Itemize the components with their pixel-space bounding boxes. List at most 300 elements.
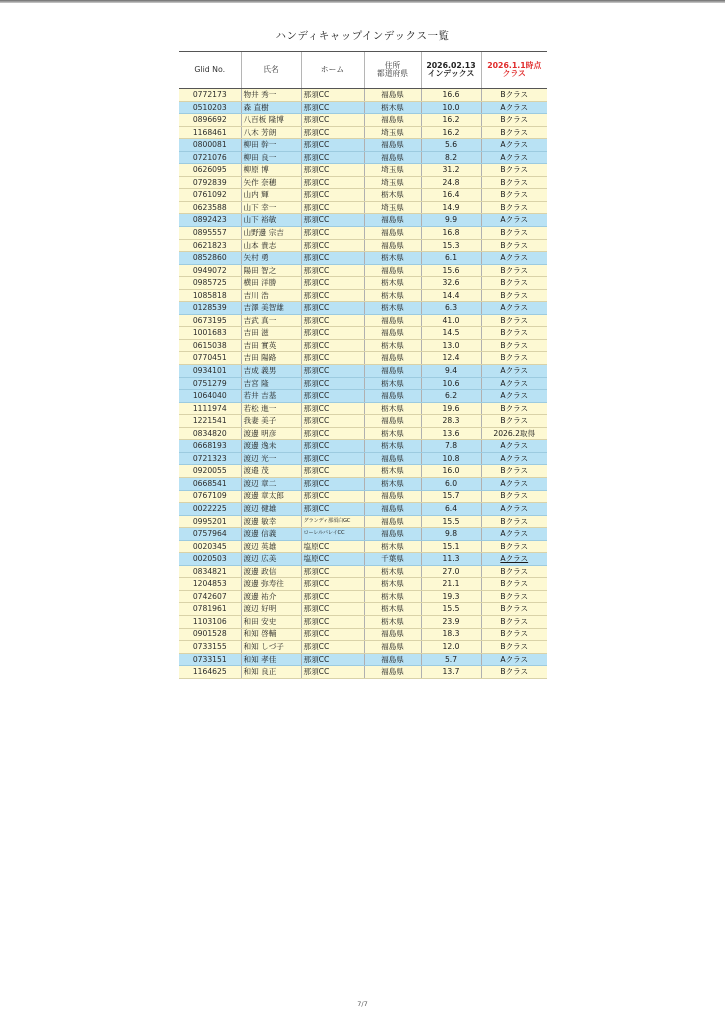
cell-class: Aクラス <box>481 503 547 516</box>
cell-gild-no: 0751279 <box>179 377 241 390</box>
cell-home: 那須CC <box>301 440 364 453</box>
cell-home: 那須CC <box>301 302 364 315</box>
header-index: 2026.02.13 インデックス <box>421 52 481 89</box>
cell-class: Bクラス <box>481 590 547 603</box>
cell-name: 渡邊 明彦 <box>241 427 301 440</box>
cell-home: 那須CC <box>301 189 364 202</box>
table-row <box>179 189 547 202</box>
cell-class: Aクラス <box>481 477 547 490</box>
cell-prefecture: 福島県 <box>364 264 421 277</box>
cell-home: 那須CC <box>301 201 364 214</box>
cell-home: 那須CC <box>301 139 364 152</box>
cell-home: 那須CC <box>301 365 364 378</box>
cell-name: 柳原 博 <box>241 164 301 177</box>
cell-class: Bクラス <box>481 615 547 628</box>
cell-home: 那須CC <box>301 239 364 252</box>
cell-index: 16.0 <box>421 465 481 478</box>
cell-index: 10.0 <box>421 101 481 114</box>
cell-index: 14.4 <box>421 289 481 302</box>
table-row <box>179 477 547 490</box>
cell-gild-no: 0673195 <box>179 314 241 327</box>
cell-name: 山野邊 宗吉 <box>241 227 301 240</box>
table-row <box>179 666 547 679</box>
cell-gild-no: 0510203 <box>179 101 241 114</box>
table-row <box>179 578 547 591</box>
cell-prefecture: 福島県 <box>364 390 421 403</box>
scan-edge-shadow <box>0 0 725 3</box>
cell-prefecture: 栃木県 <box>364 590 421 603</box>
cell-class: Bクラス <box>481 164 547 177</box>
cell-home: 那須CC <box>301 427 364 440</box>
cell-home: 那須CC <box>301 89 364 102</box>
cell-home: 那須CC <box>301 252 364 265</box>
cell-gild-no: 0623588 <box>179 201 241 214</box>
cell-gild-no: 0781961 <box>179 603 241 616</box>
cell-home: 那須CC <box>301 227 364 240</box>
cell-index: 9.9 <box>421 214 481 227</box>
cell-prefecture: 福島県 <box>364 214 421 227</box>
cell-class: Bクラス <box>481 114 547 127</box>
cell-gild-no: 1111974 <box>179 402 241 415</box>
cell-prefecture: 埼玉県 <box>364 201 421 214</box>
cell-gild-no: 0761092 <box>179 189 241 202</box>
cell-prefecture: 福島県 <box>364 365 421 378</box>
cell-name: 渡邊 弥寿往 <box>241 578 301 591</box>
cell-index: 5.7 <box>421 653 481 666</box>
cell-name: 渡辺 章二 <box>241 477 301 490</box>
table-row <box>179 452 547 465</box>
cell-index: 24.8 <box>421 176 481 189</box>
cell-class: Aクラス <box>481 365 547 378</box>
cell-name: 和知 良正 <box>241 666 301 679</box>
cell-home: 那須CC <box>301 590 364 603</box>
table-row <box>179 214 547 227</box>
cell-name: 山本 貴志 <box>241 239 301 252</box>
cell-home: 那須CC <box>301 503 364 516</box>
cell-name: 森 直樹 <box>241 101 301 114</box>
cell-prefecture: 福島県 <box>364 89 421 102</box>
table-row <box>179 126 547 139</box>
cell-home: 那須CC <box>301 327 364 340</box>
cell-gild-no: 1064040 <box>179 390 241 403</box>
cell-index: 18.3 <box>421 628 481 641</box>
cell-index: 13.7 <box>421 666 481 679</box>
page-number: 7/7 <box>357 1000 368 1008</box>
cell-prefecture: 福島県 <box>364 352 421 365</box>
cell-name: 吉澤 美智雄 <box>241 302 301 315</box>
cell-name: 渡邊 逸未 <box>241 440 301 453</box>
table-header-row <box>179 52 547 89</box>
cell-class: Bクラス <box>481 352 547 365</box>
cell-class: Bクラス <box>481 515 547 528</box>
table-row <box>179 641 547 654</box>
cell-class: Bクラス <box>481 201 547 214</box>
cell-class: Bクラス <box>481 339 547 352</box>
cell-prefecture: 福島県 <box>364 452 421 465</box>
cell-name: 山下 裕敏 <box>241 214 301 227</box>
cell-index: 7.8 <box>421 440 481 453</box>
cell-index: 5.6 <box>421 139 481 152</box>
cell-prefecture: 福島県 <box>364 515 421 528</box>
cell-class-underlined: Aクラス <box>500 554 529 564</box>
cell-prefecture: 福島県 <box>364 490 421 503</box>
cell-index: 8.2 <box>421 151 481 164</box>
cell-class: Aクラス <box>481 214 547 227</box>
cell-name: 和知 孝佳 <box>241 653 301 666</box>
cell-prefecture: 栃木県 <box>364 578 421 591</box>
table-row <box>179 302 547 315</box>
cell-gild-no: 0615038 <box>179 339 241 352</box>
cell-prefecture: 栃木県 <box>364 440 421 453</box>
cell-prefecture: 栃木県 <box>364 465 421 478</box>
cell-prefecture: 栃木県 <box>364 289 421 302</box>
cell-index: 6.4 <box>421 503 481 516</box>
table-row <box>179 427 547 440</box>
table-body <box>179 89 547 679</box>
cell-class: Bクラス <box>481 628 547 641</box>
table-row <box>179 402 547 415</box>
cell-index: 23.9 <box>421 615 481 628</box>
cell-prefecture: 栃木県 <box>364 189 421 202</box>
header-class: 2026.1.1時点 クラス <box>481 52 547 89</box>
table-row <box>179 339 547 352</box>
cell-home: ローレルバレイCC <box>301 528 364 541</box>
cell-gild-no: 0668541 <box>179 477 241 490</box>
cell-class: Bクラス <box>481 277 547 290</box>
table-row <box>179 114 547 127</box>
cell-name: 和知 啓輔 <box>241 628 301 641</box>
cell-name: 吉成 義男 <box>241 365 301 378</box>
cell-name: 山下 幸一 <box>241 201 301 214</box>
cell-class: Bクラス <box>481 89 547 102</box>
cell-home: 那須CC <box>301 214 364 227</box>
cell-gild-no: 0128539 <box>179 302 241 315</box>
cell-prefecture: 栃木県 <box>364 427 421 440</box>
cell-index: 19.3 <box>421 590 481 603</box>
table-row <box>179 164 547 177</box>
handicap-index-table <box>179 51 547 679</box>
table-row <box>179 565 547 578</box>
cell-prefecture: 埼玉県 <box>364 176 421 189</box>
header-name: 氏名 <box>241 52 301 89</box>
cell-home: 那須CC <box>301 101 364 114</box>
table-row <box>179 628 547 641</box>
cell-prefecture: 福島県 <box>364 641 421 654</box>
cell-prefecture: 福島県 <box>364 139 421 152</box>
cell-gild-no: 0668193 <box>179 440 241 453</box>
table-row <box>179 615 547 628</box>
table-row <box>179 603 547 616</box>
cell-gild-no: 0733151 <box>179 653 241 666</box>
table-row <box>179 365 547 378</box>
cell-home: 那須CC <box>301 277 364 290</box>
table-row <box>179 465 547 478</box>
cell-gild-no: 0800081 <box>179 139 241 152</box>
cell-index: 10.6 <box>421 377 481 390</box>
cell-gild-no: 0626095 <box>179 164 241 177</box>
cell-class <box>481 553 547 566</box>
cell-gild-no: 0020345 <box>179 540 241 553</box>
cell-class: Bクラス <box>481 314 547 327</box>
cell-home: 那須CC <box>301 126 364 139</box>
cell-gild-no: 0742607 <box>179 590 241 603</box>
cell-home: 那須CC <box>301 666 364 679</box>
table-row <box>179 101 547 114</box>
cell-prefecture: 福島県 <box>364 666 421 679</box>
table-row <box>179 176 547 189</box>
cell-gild-no: 1221541 <box>179 415 241 428</box>
table-row <box>179 352 547 365</box>
cell-name: 渡邊 信義 <box>241 528 301 541</box>
table-row <box>179 289 547 302</box>
cell-class: Bクラス <box>481 490 547 503</box>
cell-index: 15.5 <box>421 515 481 528</box>
cell-gild-no: 0733155 <box>179 641 241 654</box>
cell-prefecture: 福島県 <box>364 415 421 428</box>
header-home: ホーム <box>301 52 364 89</box>
cell-name: 柳田 良一 <box>241 151 301 164</box>
cell-name: 吉宮 隆 <box>241 377 301 390</box>
cell-prefecture: 埼玉県 <box>364 164 421 177</box>
cell-name: 矢作 奈穂 <box>241 176 301 189</box>
cell-index: 9.4 <box>421 365 481 378</box>
cell-prefecture: 栃木県 <box>364 477 421 490</box>
cell-home: 那須CC <box>301 653 364 666</box>
cell-class: Bクラス <box>481 264 547 277</box>
cell-prefecture: 福島県 <box>364 327 421 340</box>
table-row <box>179 553 547 566</box>
cell-index: 28.3 <box>421 415 481 428</box>
cell-name: 吉川 浩 <box>241 289 301 302</box>
cell-gild-no: 0901528 <box>179 628 241 641</box>
cell-gild-no: 0770451 <box>179 352 241 365</box>
table-row <box>179 377 547 390</box>
cell-name: 渡辺 英雄 <box>241 540 301 553</box>
table-row <box>179 151 547 164</box>
cell-gild-no: 1164625 <box>179 666 241 679</box>
cell-class: Aクラス <box>481 139 547 152</box>
cell-home: 那須CC <box>301 565 364 578</box>
cell-prefecture: 栃木県 <box>364 615 421 628</box>
cell-gild-no: 0022225 <box>179 503 241 516</box>
cell-prefecture: 栃木県 <box>364 101 421 114</box>
table-row <box>179 503 547 516</box>
cell-index: 14.9 <box>421 201 481 214</box>
cell-prefecture: 福島県 <box>364 239 421 252</box>
cell-gild-no: 1168461 <box>179 126 241 139</box>
cell-index: 6.1 <box>421 252 481 265</box>
cell-name: 山内 輝 <box>241 189 301 202</box>
cell-index: 13.6 <box>421 427 481 440</box>
cell-gild-no: 1085818 <box>179 289 241 302</box>
cell-name: 横田 洋勝 <box>241 277 301 290</box>
cell-prefecture: 栃木県 <box>364 565 421 578</box>
cell-home: 那須CC <box>301 114 364 127</box>
table-row <box>179 139 547 152</box>
cell-class: Bクラス <box>481 565 547 578</box>
cell-prefecture: 栃木県 <box>364 540 421 553</box>
cell-name: 吉田 實英 <box>241 339 301 352</box>
cell-home: 那須CC <box>301 477 364 490</box>
cell-index: 41.0 <box>421 314 481 327</box>
cell-gild-no: 0757964 <box>179 528 241 541</box>
cell-name: 渡辺 光一 <box>241 452 301 465</box>
header-gild-no: Glid No. <box>179 52 241 89</box>
cell-class: Bクラス <box>481 603 547 616</box>
cell-name: 八百板 隆博 <box>241 114 301 127</box>
cell-prefecture: 福島県 <box>364 151 421 164</box>
cell-index: 10.8 <box>421 452 481 465</box>
cell-index: 15.7 <box>421 490 481 503</box>
cell-prefecture: 福島県 <box>364 503 421 516</box>
cell-gild-no: 1001683 <box>179 327 241 340</box>
cell-name: 若松 進一 <box>241 402 301 415</box>
cell-gild-no: 0985725 <box>179 277 241 290</box>
cell-home: 那須CC <box>301 628 364 641</box>
cell-prefecture: 福島県 <box>364 227 421 240</box>
cell-index: 6.3 <box>421 302 481 315</box>
cell-prefecture: 栃木県 <box>364 252 421 265</box>
cell-gild-no: 0721076 <box>179 151 241 164</box>
cell-home: 那須CC <box>301 314 364 327</box>
cell-class: Aクラス <box>481 528 547 541</box>
cell-home: 那須CC <box>301 390 364 403</box>
table-row <box>179 440 547 453</box>
cell-name: 渡辺 広美 <box>241 553 301 566</box>
cell-class: Bクラス <box>481 578 547 591</box>
cell-class: Bクラス <box>481 289 547 302</box>
cell-name: 渡邊 祐介 <box>241 590 301 603</box>
cell-gild-no: 0949072 <box>179 264 241 277</box>
cell-home: 那須CC <box>301 452 364 465</box>
cell-gild-no: 1204853 <box>179 578 241 591</box>
cell-gild-no: 0834820 <box>179 427 241 440</box>
cell-class: Aクラス <box>481 377 547 390</box>
cell-class: Bクラス <box>481 189 547 202</box>
cell-home: 那須CC <box>301 151 364 164</box>
table-row <box>179 264 547 277</box>
cell-gild-no: 0834821 <box>179 565 241 578</box>
table-row <box>179 415 547 428</box>
cell-home: 那須CC <box>301 615 364 628</box>
cell-class: Bクラス <box>481 666 547 679</box>
cell-gild-no: 0767109 <box>179 490 241 503</box>
cell-name: 和田 安史 <box>241 615 301 628</box>
cell-class: Bクラス <box>481 540 547 553</box>
cell-name: 物井 秀一 <box>241 89 301 102</box>
cell-home: 那須CC <box>301 264 364 277</box>
cell-name: 吉武 真一 <box>241 314 301 327</box>
cell-class: Bクラス <box>481 402 547 415</box>
page-title: ハンディキャップインデックス一覧 <box>275 30 450 42</box>
cell-name: 我妻 美子 <box>241 415 301 428</box>
table-row <box>179 201 547 214</box>
cell-home: 那須CC <box>301 339 364 352</box>
cell-home: 那須CC <box>301 641 364 654</box>
cell-prefecture: 福島県 <box>364 653 421 666</box>
table-row <box>179 590 547 603</box>
cell-gild-no: 0920055 <box>179 465 241 478</box>
cell-home: 那須CC <box>301 289 364 302</box>
cell-class: Bクラス <box>481 176 547 189</box>
cell-home: 塩原CC <box>301 553 364 566</box>
cell-prefecture: 福島県 <box>364 628 421 641</box>
cell-index: 15.5 <box>421 603 481 616</box>
cell-class: Bクラス <box>481 465 547 478</box>
header-prefecture: 住所 都道府県 <box>364 52 421 89</box>
cell-prefecture: 栃木県 <box>364 603 421 616</box>
cell-index: 16.4 <box>421 189 481 202</box>
cell-index: 15.1 <box>421 540 481 553</box>
cell-gild-no: 0020503 <box>179 553 241 566</box>
cell-prefecture: 千葉県 <box>364 553 421 566</box>
cell-home: 那須CC <box>301 603 364 616</box>
cell-home: 那須CC <box>301 465 364 478</box>
cell-gild-no: 0792839 <box>179 176 241 189</box>
cell-index: 16.2 <box>421 126 481 139</box>
table-row <box>179 89 547 102</box>
cell-index: 12.0 <box>421 641 481 654</box>
cell-gild-no: 0995201 <box>179 515 241 528</box>
cell-gild-no: 0852860 <box>179 252 241 265</box>
cell-home: 那須CC <box>301 352 364 365</box>
cell-gild-no: 0892423 <box>179 214 241 227</box>
cell-index: 16.2 <box>421 114 481 127</box>
cell-prefecture: 栃木県 <box>364 377 421 390</box>
cell-index: 19.6 <box>421 402 481 415</box>
cell-class: Bクラス <box>481 327 547 340</box>
cell-name: 和知 しづ子 <box>241 641 301 654</box>
table-row <box>179 239 547 252</box>
table-row <box>179 227 547 240</box>
cell-name: 陽田 智之 <box>241 264 301 277</box>
cell-class: Aクラス <box>481 302 547 315</box>
table-row <box>179 528 547 541</box>
cell-index: 16.6 <box>421 89 481 102</box>
cell-index: 14.5 <box>421 327 481 340</box>
cell-home: 那須CC <box>301 377 364 390</box>
cell-class: Bクラス <box>481 126 547 139</box>
cell-index: 15.6 <box>421 264 481 277</box>
cell-class: Bクラス <box>481 415 547 428</box>
cell-index: 16.8 <box>421 227 481 240</box>
cell-prefecture: 栃木県 <box>364 339 421 352</box>
cell-class: Aクラス <box>481 440 547 453</box>
cell-gild-no: 0896692 <box>179 114 241 127</box>
cell-index: 13.0 <box>421 339 481 352</box>
cell-name: 渡邊 章太郎 <box>241 490 301 503</box>
cell-class: Aクラス <box>481 390 547 403</box>
cell-prefecture: 福島県 <box>364 114 421 127</box>
cell-home: 那須CC <box>301 415 364 428</box>
cell-index: 32.6 <box>421 277 481 290</box>
cell-class: Bクラス <box>481 227 547 240</box>
cell-index: 31.2 <box>421 164 481 177</box>
cell-class: Bクラス <box>481 641 547 654</box>
cell-index: 21.1 <box>421 578 481 591</box>
cell-prefecture: 埼玉県 <box>364 126 421 139</box>
cell-gild-no: 0934101 <box>179 365 241 378</box>
cell-prefecture: 福島県 <box>364 528 421 541</box>
table-row <box>179 252 547 265</box>
cell-name: 渡辺 健雄 <box>241 503 301 516</box>
cell-class: Bクラス <box>481 239 547 252</box>
cell-gild-no: 0721323 <box>179 452 241 465</box>
cell-gild-no: 0895557 <box>179 227 241 240</box>
cell-index: 15.3 <box>421 239 481 252</box>
cell-prefecture: 栃木県 <box>364 402 421 415</box>
cell-class: 2026.2取得 <box>481 427 547 440</box>
